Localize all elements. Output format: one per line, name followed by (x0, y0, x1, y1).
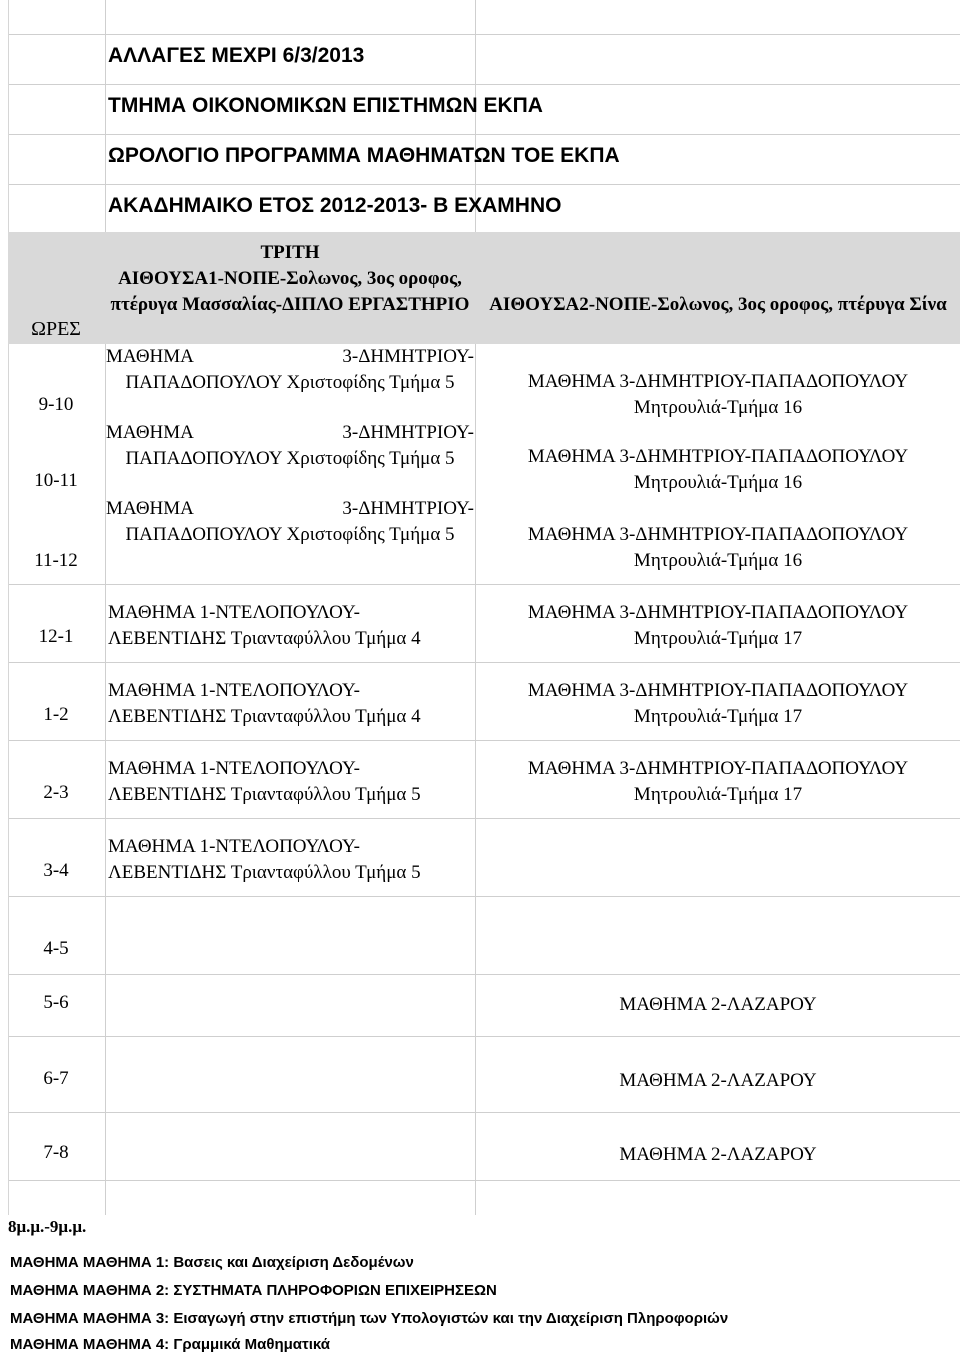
title-academic-year: ΑΚΑΔΗΜΑΙΚΟ ΕΤΟΣ 2012-2013- Β ΕΧΑΜΗΝΟ (108, 194, 562, 217)
title-changes: ΑΛΛΑΓΕΣ ΜΕΧΡΙ 6/3/2013 (108, 44, 365, 67)
hour-label: 4-5 (43, 938, 69, 959)
title-schedule: ΩΡΟΛΟΓΙΟ ΠΡΟΓΡΑΜΜΑ ΜΑΘΗΜΑΤΩΝ ΤΟΕ ΕΚΠΑ (108, 144, 620, 167)
hour-label: 3-4 (43, 860, 69, 881)
row-col1-section: ΛΕΒΕΝΤΙΔΗΣ Τριανταφύλλου Τμήμα 5 (108, 784, 421, 805)
grid-hline (9, 896, 960, 897)
grid-hline (9, 1036, 960, 1037)
hour-label: 7-8 (43, 1142, 69, 1163)
grid-hline (9, 740, 960, 741)
grid-hline (9, 84, 960, 85)
row-col2-course: ΜΑΘΗΜΑ 3-ΔΗΜΗΤΡΙΟΥ-ΠΑΠΑΔΟΠΟΥΛΟΥ (527, 680, 909, 701)
row-col1-course: ΜΑΘΗΜΑ 1-ΝΤΕΛΟΠΟΥΛΟΥ- (108, 680, 360, 701)
row-col2-course: ΜΑΘΗΜΑ 3-ΔΗΜΗΤΡΙΟΥ-ΠΑΠΑΔΟΠΟΥΛΟΥ (527, 602, 909, 623)
row-col2-section: Μητρουλιά-Τμήμα 17 (633, 784, 803, 805)
grid-hline (9, 974, 960, 975)
hour-label: 1-2 (43, 704, 69, 725)
grid-hline (9, 1180, 960, 1181)
legend-item: ΜΑΘΗΜΑ ΜΑΘΗΜΑ 4: Γραμμικά Μαθηματικά (10, 1336, 330, 1353)
legend-item: ΜΑΘΗΜΑ ΜΑΘΗΜΑ 3: Εισαγωγή στην επιστήμη των Υπολογιστών και την Διαχείριση Πληροφοριών (10, 1310, 729, 1327)
row-col2-course: ΜΑΘΗΜΑ 2-ΛΑΖΑΡΟΥ (619, 1070, 817, 1091)
col1-header-room: ΑΙΘΟΥΣΑ1-ΝΟΠΕ-Σολωνος, 3ος οροφος, πτέρυγα Μασσαλίας-ΔΙΠΛΟ ΕΡΓΑΣΤΗΡΙΟ (110, 268, 470, 315)
hour-label: 10-11 (34, 470, 78, 491)
row-col2-course: ΜΑΘΗΜΑ 2-ΛΑΖΑΡΟΥ (619, 1144, 817, 1165)
row-col2-course: ΜΑΘΗΜΑ 3-ΔΗΜΗΤΡΙΟΥ-ΠΑΠΑΔΟΠΟΥΛΟΥ (527, 758, 909, 779)
row-col2-section: Μητρουλιά-Τμήμα 16 (633, 550, 803, 571)
hour-label: 11-12 (34, 550, 78, 571)
hour-label: 9-10 (38, 394, 74, 415)
grid-hline (9, 662, 960, 663)
row-col1-course: ΜΑΘΗΜΑ 1-ΝΤΕΛΟΠΟΥΛΟΥ- (108, 836, 360, 857)
footer-hour-label: 8μ.μ.-9μ.μ. (8, 1217, 87, 1236)
grid-hline (9, 818, 960, 819)
hour-label: 12-1 (38, 626, 74, 647)
grid-hline (9, 184, 960, 185)
hour-label: 5-6 (43, 992, 69, 1013)
grid-hline (9, 34, 960, 35)
row-col2-section: Μητρουλιά-Τμήμα 17 (633, 706, 803, 727)
row-col2-course: ΜΑΘΗΜΑ 3-ΔΗΜΗΤΡΙΟΥ-ΠΑΠΑΔΟΠΟΥΛΟΥ (527, 524, 909, 545)
row-col1-section: ΛΕΒΕΝΤΙΔΗΣ Τριανταφύλλου Τμήμα 4 (108, 628, 421, 649)
row-col1-cell: ΜΑΘΗΜΑ 3-ΔΗΜΗΤΡΙΟΥ-ΠΑΠΑΔΟΠΟΥΛΟΥ Χριστοφίδης Τμήμα 5 (106, 498, 474, 545)
row-col1-section: ΛΕΒΕΝΤΙΔΗΣ Τριανταφύλλου Τμήμα 4 (108, 706, 421, 727)
row-col2-course: ΜΑΘΗΜΑ 3-ΔΗΜΗΤΡΙΟΥ-ΠΑΠΑΔΟΠΟΥΛΟΥ (527, 446, 909, 467)
hours-header: ΩΡΕΣ (31, 318, 81, 340)
row-col1-course: ΜΑΘΗΜΑ 1-ΝΤΕΛΟΠΟΥΛΟΥ- (108, 758, 360, 779)
grid-hline (9, 1112, 960, 1113)
col1-header-day: ΤΡΙΤΗ (260, 242, 320, 263)
row-col1-cell: ΜΑΘΗΜΑ 3-ΔΗΜΗΤΡΙΟΥ-ΠΑΠΑΔΟΠΟΥΛΟΥ Χριστοφίδης Τμήμα 5 (106, 422, 474, 469)
row-col2-section: Μητρουλιά-Τμήμα 16 (633, 397, 803, 418)
row-col1-cell: ΜΑΘΗΜΑ 3-ΔΗΜΗΤΡΙΟΥ-ΠΑΠΑΔΟΠΟΥΛΟΥ Χριστοφίδης Τμήμα 5 (106, 346, 474, 393)
grid-hline (9, 584, 960, 585)
row-col2-section: Μητρουλιά-Τμήμα 17 (633, 628, 803, 649)
hour-label: 2-3 (43, 782, 69, 803)
row-col2-section: Μητρουλιά-Τμήμα 16 (633, 472, 803, 493)
row-col2-course: ΜΑΘΗΜΑ 2-ΛΑΖΑΡΟΥ (619, 994, 817, 1015)
title-department: ΤΜΗΜΑ ΟΙΚΟΝΟΜΙΚΩΝ ΕΠΙΣΤΗΜΩΝ ΕΚΠΑ (108, 94, 543, 117)
row-col2-course: ΜΑΘΗΜΑ 3-ΔΗΜΗΤΡΙΟΥ-ΠΑΠΑΔΟΠΟΥΛΟΥ (527, 371, 909, 392)
legend-item: ΜΑΘΗΜΑ ΜΑΘΗΜΑ 2: ΣΥΣΤΗΜΑΤΑ ΠΛΗΡΟΦΟΡΙΩΝ ΕΠΙΧΕΙΡΗΣΕΩΝ (10, 1282, 497, 1299)
row-col1-section: ΛΕΒΕΝΤΙΔΗΣ Τριανταφύλλου Τμήμα 5 (108, 862, 421, 883)
grid-hline (9, 134, 960, 135)
legend-item: ΜΑΘΗΜΑ ΜΑΘΗΜΑ 1: Βασεις και Διαχείριση Δεδομένων (10, 1254, 414, 1271)
hour-label: 6-7 (43, 1068, 69, 1089)
col2-header-room: ΑΙΘΟΥΣΑ2-ΝΟΠΕ-Σολωνος, 3ος οροφος, πτέρυγα Σίνα (489, 294, 947, 315)
row-col1-course: ΜΑΘΗΜΑ 1-ΝΤΕΛΟΠΟΥΛΟΥ- (108, 602, 360, 623)
